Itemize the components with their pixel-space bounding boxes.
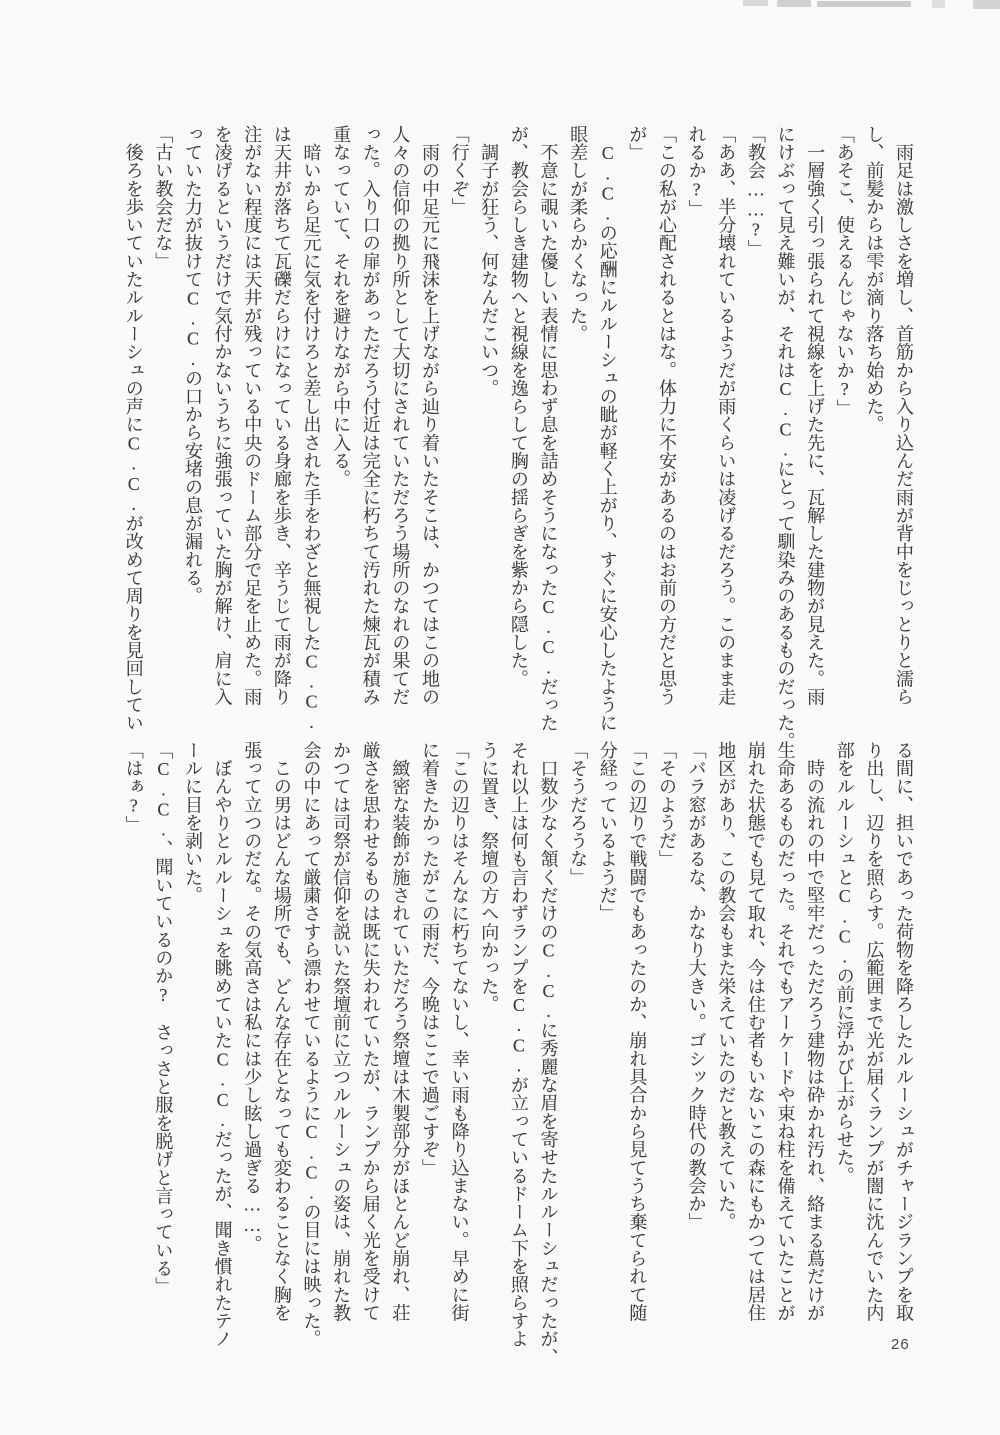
text-line: る間に、担いであった荷物を降ろしたルルーシュがチャージランプを取 (894, 741, 914, 1322)
text-line: うに置き、祭壇の方へ向かった。 (479, 741, 500, 1014)
text-line: 口数少なく頷くだけのC.C.に秀麗な眉を寄せたルルーシュだったが、 (538, 741, 559, 1367)
text-line: 「あそこ、使えるんじゃないか?」 (834, 125, 855, 418)
text-line: 不意に覗いた優しい表情に思わず息を詰めそうになったC.C.だった (538, 125, 559, 732)
scan-artifact-mark (932, 0, 945, 8)
text-line: れるか?」 (686, 125, 707, 218)
text-line: 調子が狂う、何なんだこいつ。 (479, 125, 500, 398)
text-line: 「バラ窓があるな、かなり大きい。ゴシック時代の教会か」 (686, 741, 707, 1232)
text-line: ールに目を剥いた。 (183, 741, 203, 905)
text-line: っていた力が抜けてC.C.の口から安堵の息が漏れる。 (183, 125, 203, 605)
page-number: 26 (891, 1336, 910, 1353)
text-line: を凌げるというだけで気付かないうちに強張っていた胸が解け、肩に入 (212, 125, 233, 706)
scan-artifact-mark (973, 0, 1000, 9)
text-line: 張って立つのだな。その気高さは私には少し眩し過ぎる……。 (242, 741, 263, 1254)
text-line: 地区があり、この教会もまた栄えていたのだと教えていた。 (716, 741, 737, 1232)
text-line: C.C.の応酬にルルーシュの眦が軽く上がり、すぐに安心したように (597, 125, 618, 732)
text-line: 「教会……?」 (745, 125, 766, 259)
text-line: 「はぁ?」 (123, 741, 144, 834)
text-line: 人々の信仰の拠り所として大切にされていただろう場所のなれの果てだ (390, 125, 411, 706)
text-line: 会の中にあって厳粛さすら漂わせているようにC.C.の目には映った。 (301, 741, 322, 1348)
text-line: 眼差しが柔らかくなった。 (568, 125, 589, 343)
text-line: 緻密な装飾が施されていただろう祭壇は木製部分がほとんど崩れ、荘 (390, 741, 411, 1322)
text-line: った。入り口の扉があっただろう付近は完全に朽ちて汚れた煉瓦が積み (360, 125, 381, 706)
text-line: この男はどんな場所でも、どんな存在となっても変わることなく胸を (271, 741, 292, 1322)
text-line: 雨足は激しさを増し、首筋から入り込んだ雨が背中をじっとりと濡ら (894, 125, 914, 706)
text-line: 「そのようだ」 (657, 741, 677, 869)
text-line: 「古い教会だな」 (153, 125, 174, 271)
scan-artifact-mark (777, 0, 811, 7)
text-line: が、教会らしき建物へと視線を逸らして胸の揺らぎを紫から隠した。 (508, 125, 529, 688)
vertical-text-block-top (118, 125, 918, 751)
text-line: 「C.C.、聞いているのか? さっさと服を脱げと言っている」 (153, 741, 174, 1296)
text-line: 雨の中足元に飛沫を上げながら辿り着いたそこは、かつてはこの地の (420, 125, 440, 706)
text-line: が」 (627, 125, 648, 162)
text-line: 「ああ、半分壊れているようだが雨くらいは凌げるだろう。このまま走 (716, 125, 737, 706)
text-line: それ以上は何も言わずランプをC.C.が立っているドーム下を照らすよ (508, 741, 529, 1348)
text-line: 崩れた状態でも見て取れ、今は住む者もいないこの森にもかつては居住 (745, 741, 766, 1322)
text-line: に着きたかったがこの雨だ、今晩はここで過ごすぞ」 (420, 741, 440, 1177)
text-line: 暗いから足元に気を付けろと差し出された手をわざと無視したC.C. (301, 125, 322, 732)
text-line: にけぶって見え難いが、それはC.C.にとって馴染みのあるものだった。 (775, 125, 796, 751)
scan-artifact-mark (817, 1, 911, 7)
text-line: 「行くぞ」 (449, 125, 470, 216)
text-line: 生命あるものだった。それでもアーケードや束ね柱を備えていたことが (775, 741, 796, 1322)
text-line: 重なっていて、それを避けながら中に入る。 (331, 125, 352, 488)
text-line: り出し、辺りを照らす。広範囲まで光が届くランプが闇に沈んでいた内 (864, 741, 885, 1322)
text-line: ぼんやりとルルーシュを眺めていたC.C.だったが、聞き慣れたテノ (212, 741, 233, 1348)
text-line: は天井が落ちて瓦礫だらけになっている身廊を歩き、辛うじて雨が降り (271, 125, 292, 706)
text-line: 厳さを思わせるものは既に失われていたが、ランプから届く光を受けて (360, 741, 381, 1322)
text-line: 「この辺りはそんなに朽ちてないし、幸い雨も降り込まない。早めに街 (449, 741, 470, 1322)
scan-artifact-mark (743, 0, 768, 6)
text-line: 「この辺りで戦闘でもあったのか、崩れ具合から見てうち棄てられて随 (627, 741, 648, 1322)
text-line: し、前髪からは雫が滴り落ち始めた。 (864, 125, 885, 434)
text-line: 一層強く引っ張られて視線を上げた先に、瓦解した建物が見えた。雨 (805, 125, 826, 706)
text-line: 部をルルーシュとC.C.の前に浮かび上がらせた。 (834, 741, 855, 1185)
text-line: 「この私が心配されるとはな。体力に不安があるのはお前の方だと思う (657, 125, 677, 706)
text-line: 時の流れの中で堅牢だっただろう建物は砕かれ汚れ、絡まる蔦だけが (805, 741, 826, 1322)
text-line: かつては司祭が信仰を説いた祭壇前に立つルルーシュの姿は、崩れた教 (331, 741, 352, 1322)
text-line: 「そうだろうな」 (568, 741, 589, 887)
text-line: 分経っているようだ」 (597, 741, 618, 923)
text-line: 後ろを歩いていたルルーシュの声にC.C.が改めて周りを見回してい (123, 125, 144, 732)
text-line: 注がない程度には天井が残っている中央のドーム部分で足を止めた。雨 (242, 125, 263, 706)
